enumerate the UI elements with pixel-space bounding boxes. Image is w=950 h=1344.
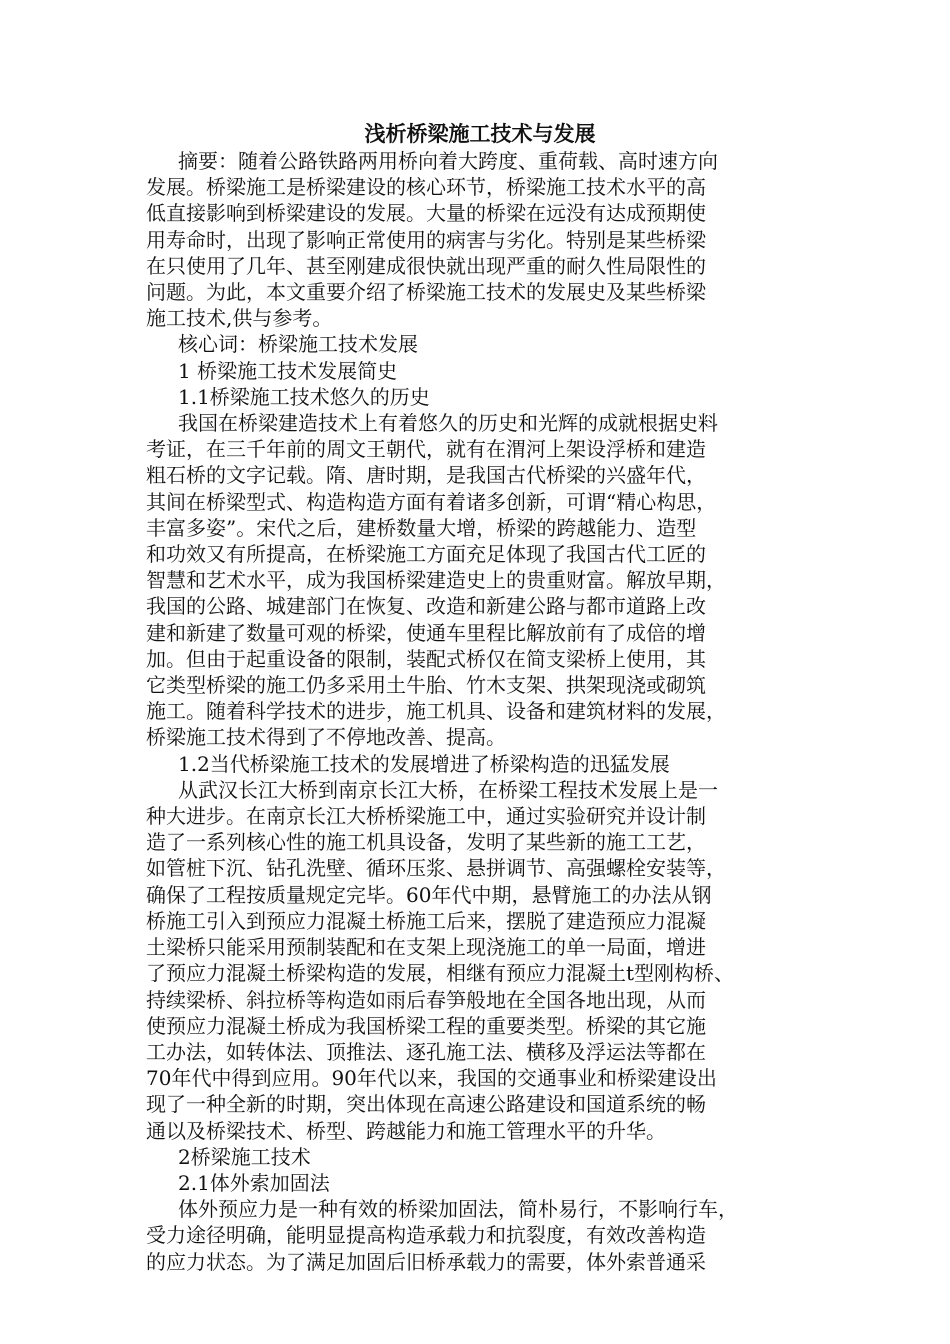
text-line: 造了一系列核心性的施工机具设备，发明了某些新的施工工艺， [146,830,706,855]
text-line: 1.1桥梁施工技术悠久的历史 [178,384,430,409]
text-line: 种大进步。在南京长江大桥桥梁施工中，通过实验研究并设计制 [146,804,706,829]
text-line: 通以及桥梁技术、桥型、跨越能力和施工管理水平的升华。 [146,1118,666,1143]
text-line: 核心词：桥梁施工技术发展 [178,332,418,357]
text-line: 施工。随着科学技术的进步，施工机具、设备和建筑材料的发展， [146,699,726,724]
text-line: 粗石桥的文字记载。隋、唐时期，是我国古代桥梁的兴盛年代， [146,463,706,488]
text-line: 持续梁桥、斜拉桥等构造如雨后春笋般地在全国各地出现，从而 [146,987,706,1012]
text-line: 使预应力混凝土桥成为我国桥梁工程的重要类型。桥梁的其它施 [146,1013,706,1038]
text-line: 我国的公路、城建部门在恢复、改造和新建公路与都市道路上改 [146,594,706,619]
text-line: 70年代中得到应用。90年代以来，我国的交通事业和桥梁建设出 [146,1066,717,1091]
text-line: 在只使用了几年、甚至刚建成很快就出现严重的耐久性局限性的 [146,253,706,278]
text-line: 智慧和艺术水平，成为我国桥梁建造史上的贵重财富。解放早期， [146,568,726,593]
text-line: 工办法，如转体法、顶推法、逐孔施工法、横移及浮运法等都在 [146,1039,706,1064]
text-line: 确保了工程按质量规定完毕。60年代中期，悬臂施工的办法从钢 [146,882,712,907]
text-line: 桥梁施工技术得到了不停地改善、提高。 [146,725,506,750]
text-line: 它类型桥梁的施工仍多采用土牛胎、竹木支架、拱架现浇或砌筑 [146,673,706,698]
text-line: 现了一种全新的时期，突出体现在高速公路建设和国道系统的畅 [146,1092,706,1117]
text-line: 2桥梁施工技术 [178,1144,311,1169]
text-line: 1.2当代桥梁施工技术的发展增进了桥梁构造的迅猛发展 [178,751,670,776]
text-line: 2.1体外索加固法 [178,1170,330,1195]
text-line: 我国在桥梁建造技术上有着悠久的历史和光辉的成就根据史料 [178,411,718,436]
document-text [146,148,806,1275]
text-line: 和功效又有所提高，在桥梁施工方面充足体现了我国古代工匠的 [146,542,706,567]
text-line: 1 桥梁施工技术发展简史 [178,358,398,383]
text-line: 摘要：随着公路铁路两用桥向着大跨度、重荷载、高时速方向 [178,149,718,173]
text-line: 用寿命时，出现了影响正常使用的病害与劣化。特别是某些桥梁 [146,227,706,252]
text-line: 的应力状态。为了满足加固后旧桥承载力的需要，体外索普通采 [146,1249,706,1274]
text-line: 受力途径明确，能明显提高构造承载力和抗裂度，有效改善构造 [146,1223,706,1248]
text-line: 桥施工引入到预应力混凝土桥施工后来，摆脱了建造预应力混凝 [146,908,706,933]
text-line: 其间在桥梁型式、构造构造方面有着诸多创新，可谓“精心构思， [146,489,717,514]
text-line: 建和新建了数量可观的桥梁，使通车里程比解放前有了成倍的增 [146,620,706,645]
text-line: 施工技术,供与参考。 [146,306,333,331]
text-line: 问题。为此，本文重要介绍了桥梁施工技术的发展史及某些桥梁 [146,280,706,305]
text-line: 体外预应力是一种有效的桥梁加固法，简朴易行，不影响行车， [178,1197,738,1222]
document-body [146,120,806,1275]
text-line: 加。但由于起重设备的限制，装配式桥仅在简支梁桥上使用，其 [146,646,706,671]
text-line: 考证，在三千年前的周文王朝代，就有在渭河上架设浮桥和建造 [146,437,706,462]
text-line: 了预应力混凝土桥梁构造的发展，相继有预应力混凝土t型刚构桥、 [146,961,735,986]
document-title: 浅析桥梁施工技术与发展 [364,121,596,146]
text-line: 土梁桥只能采用预制装配和在支架上现浇施工的单一局面，增进 [146,935,706,960]
text-line: 低直接影响到桥梁建设的发展。大量的桥梁在远没有达成预期使 [146,201,706,226]
text-line: 发展。桥梁施工是桥梁建设的核心环节，桥梁施工技术水平的高 [146,175,706,200]
text-line: 丰富多姿”。宋代之后，建桥数量大增，桥梁的跨越能力、造型 [146,515,697,540]
text-line: 从武汉长江大桥到南京长江大桥，在桥梁工程技术发展上是一 [178,777,718,802]
text-line: 如管桩下沉、钻孔洗壁、循环压浆、悬拼调节、高强螺栓安装等， [146,856,726,881]
